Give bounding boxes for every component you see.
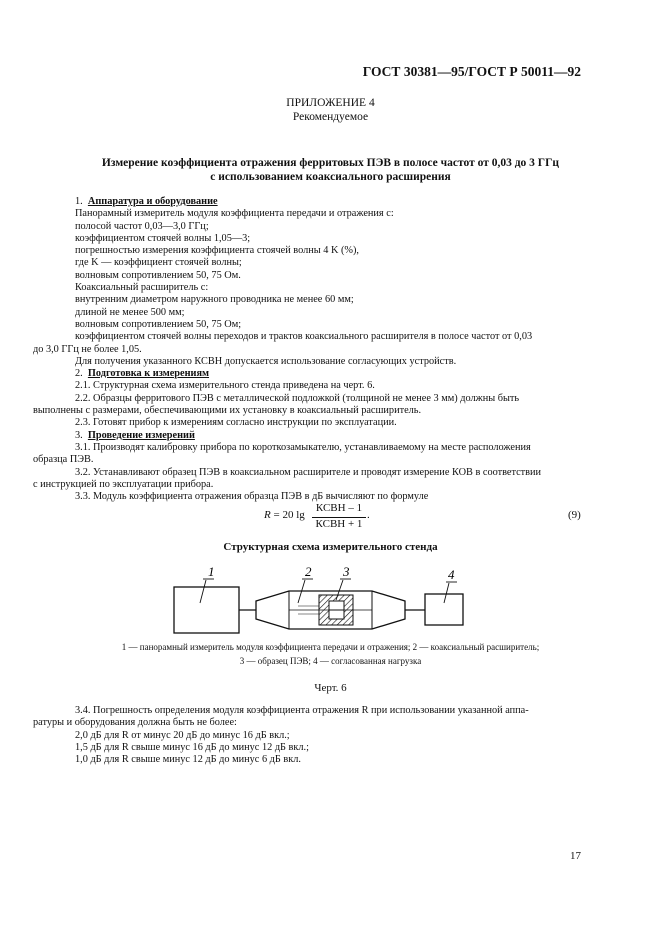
formula-lhs: R (264, 509, 271, 521)
caption-line-2: 3 — образец ПЭВ; 4 — согласованная нагрузка (239, 656, 422, 666)
formula-numerator: КСВН – 1 (315, 502, 363, 514)
block-diagram (0, 560, 661, 640)
s1-line-3: погрешностью измерения коэффициента стоячей волны 4 K (%), (75, 245, 359, 257)
leader-1 (200, 580, 206, 603)
s3-p3: 3.3. Модуль коэффициента отражения образца ПЭВ в дБ вычисляют по формуле (75, 491, 429, 503)
s34-l5: 1,0 дБ для R свыше минус 12 дБ до минус 6 дБ вкл. (75, 754, 301, 766)
document-title (0, 156, 661, 184)
formula-number: (9) (568, 509, 581, 521)
formula-tail: . (367, 509, 370, 521)
s1-line-0: Панорамный измеритель модуля коэффициента передачи и отражения с: (75, 208, 394, 220)
title-line-1: Измерение коэффициента отражения ферритовых ПЭВ в полосе частот от 0,03 до 3 ГГц (101, 157, 560, 169)
s2-p2a: 2.2. Образцы ферритового ПЭВ с металлической подложкой (толщиной не менее 3 мм) должны быть (75, 392, 520, 404)
formula-eq: = 20 (273, 509, 294, 521)
appendix-label: ПРИЛОЖЕНИЕ 4 (286, 97, 375, 109)
page-number: 17 (570, 850, 581, 862)
s3-p2b: с инструкцией по эксплуатации прибора. (33, 478, 214, 490)
caption-line-1: 1 — панорамный измеритель модуля коэффициента передачи и отражения; 2 — коаксиальный расширитель; (121, 642, 540, 652)
s1-line-8: длиной не менее 500 мм; (75, 306, 185, 318)
section-1-heading (75, 196, 587, 208)
s2-p3: 2.3. Готовят прибор к измерениям согласно инструкции по эксплуатации. (75, 417, 397, 429)
s34-l3: 2,0 дБ для R от минус 20 дБ до минус 16 дБ вкл.; (75, 729, 290, 741)
s1-line-6: Коаксиальный расширитель с: (75, 282, 209, 294)
s1-line-2: коэффициентом стоячей волны 1,05—3; (75, 232, 251, 244)
s3-p1b: образца ПЭВ. (33, 454, 94, 466)
figure-number: Черт. 6 (314, 682, 347, 694)
section-1-body (33, 196, 587, 503)
s2-p1: 2.1. Структурная схема измерительного стенда приведена на черт. 6. (75, 380, 375, 392)
formula-9 (0, 500, 661, 540)
formula-lg: lg (296, 509, 305, 521)
s1-line-12: Для получения указанного КСВН допускается использование согласующих устройств. (75, 355, 457, 367)
s1-line-5: волновым сопротивлением 50, 75 Ом. (75, 269, 241, 281)
section-1-number: 1. (75, 196, 83, 207)
leader-4 (444, 583, 449, 603)
s34-l4: 1,5 дБ для R свыше минус 16 дБ до минус 12 дБ вкл.; (75, 741, 309, 753)
section-3-number: 3. (75, 429, 83, 441)
load-block-4 (425, 594, 463, 625)
section-3-heading (75, 430, 587, 442)
diagram-label-2: 2 (305, 564, 312, 579)
section-1-title: Аппаратура и оборудование (87, 196, 218, 207)
formula-denominator: КСВН + 1 (315, 518, 363, 530)
s1-line-9: волновым сопротивлением 50, 75 Ом; (75, 318, 242, 330)
appendix-heading (0, 96, 661, 124)
section-3-title: Проведение измерений (87, 429, 195, 441)
section-2-number: 2. (75, 368, 83, 380)
s2-p2b: выполнены с размерами, обеспечивающими их установку в коаксиальный расширитель. (33, 405, 422, 417)
diagram-label-3: 3 (343, 564, 350, 579)
diagram-caption (0, 640, 661, 668)
s3-p2a: 3.2. Устанавливают образец ПЭВ в коаксиальном расширителе и проводят измерение КОВ в соответствии (75, 466, 542, 478)
section-2-title: Подготовка к измерениям (87, 368, 210, 380)
diagram-title: Структурная схема измерительного стенда (223, 541, 438, 553)
diagram-label-1: 1 (208, 564, 215, 579)
s1-line-7: внутренним диаметром наружного проводника не менее 60 мм; (75, 294, 354, 306)
title-line-2: с использованием коаксиального расширения (210, 171, 451, 183)
formula-lhs-wrap (264, 509, 305, 521)
standard-header: ГОСТ 30381—95/ГОСТ Р 50011—92 (362, 64, 581, 79)
diagram-label-4: 4 (448, 567, 455, 582)
s1-line-11: до 3,0 ГГц не более 1,05. (33, 343, 142, 355)
s34-l2: ратуры и оборудования должна быть не более: (33, 717, 237, 729)
s1-line-10: коэффициентом стоячей волны переходов и трактов коаксиального расширителя в полосе частот от 0,03 (75, 331, 533, 343)
instrument-block-1 (174, 587, 239, 633)
s3-p1a: 3.1. Производят калибровку прибора по короткозамыкателю, устанавливаемому на месте расположения (75, 441, 531, 453)
s1-line-4: где K — коэффициент стоячей волны; (75, 257, 242, 269)
appendix-status: Рекомендуемое (292, 111, 369, 123)
s1-line-1: полосой частот 0,03—3,0 ГГц; (75, 220, 209, 232)
section-2-heading (75, 368, 587, 380)
s34-l1: 3.4. Погрешность определения модуля коэффициента отражения R при использовании указанной аппа- (75, 705, 529, 716)
section-3-4-body (33, 705, 587, 766)
